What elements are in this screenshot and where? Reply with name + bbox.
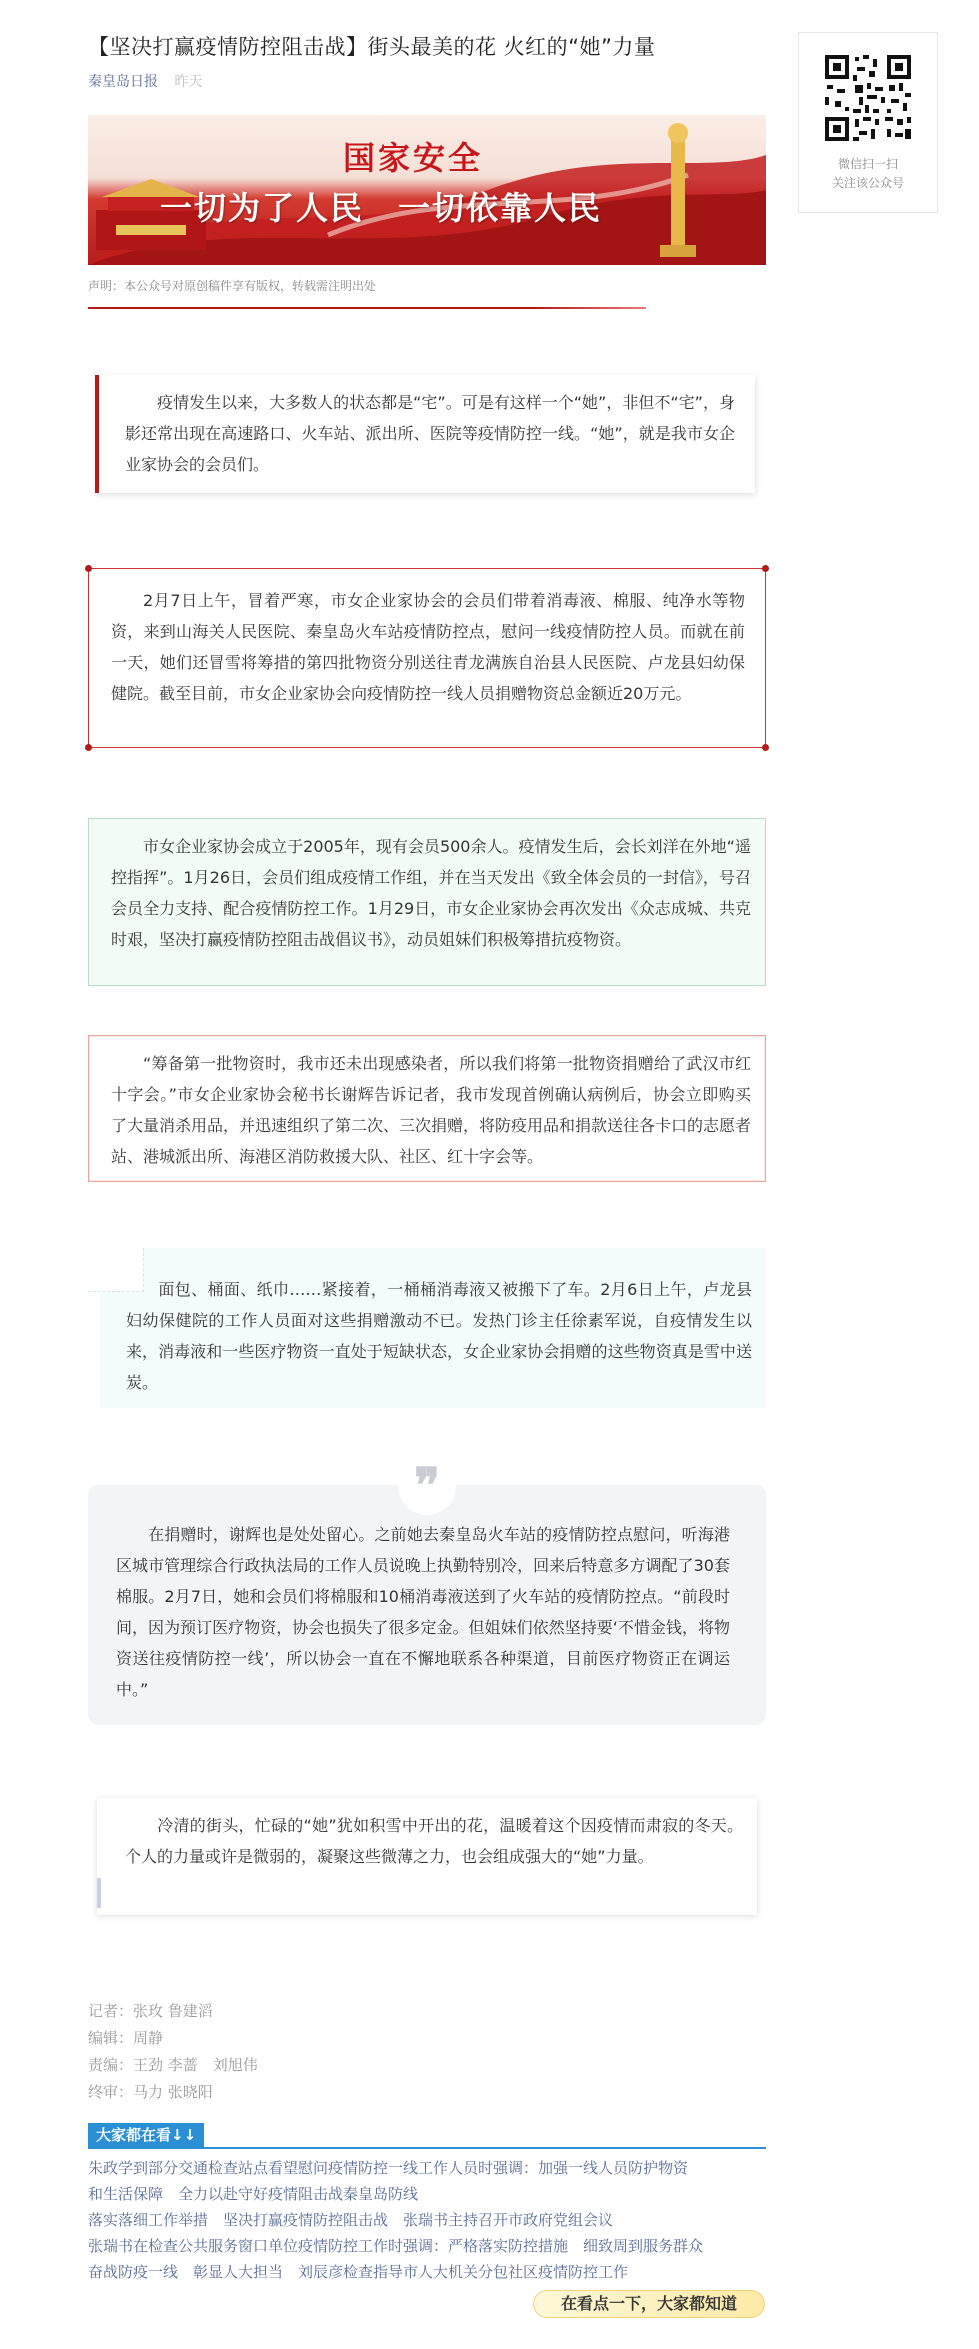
corner-dot (762, 744, 769, 751)
article-meta (88, 71, 766, 93)
intro-paragraph-box (95, 375, 755, 493)
related-links (88, 2155, 766, 2285)
copyright-statement: 声明：本公众号对原创稿件享有版权，转载需注明出处 (88, 279, 377, 293)
paragraph-7 (125, 1810, 743, 1872)
related-heading: 大家都在看↓↓ (88, 2123, 204, 2147)
paragraph-6-text: 在捐赠时，谢辉也是处处留心。之前她去秦皇岛火车站的疫情防控点慰问，听海港区城市管理综合行政执法局的工作人员说晚上执勤特别冷，回来后特意多方调配了30套棉服。2月7日，她和会员们将棉服和10桶消毒液送到了火车站的疫情防控点。“前段时间，因为预订医疗物资，协会也损失了很多定金。但姐妹们依然坚持要‘不惜金钱，将物资送往疫情防控一线’，所以协会一直在不懈地联系各种渠道，目前医疗物资正在调运中。” (116, 1525, 730, 1699)
related-link[interactable]: 奋战防疫一线 彰显人大担当 刘辰彦检查指导市人大机关分包社区疫情防控工作 (88, 2263, 629, 2281)
paragraph-3 (111, 831, 751, 955)
banner-title: 国家安全 (343, 139, 484, 177)
corner-dot (762, 565, 769, 572)
credit-editor: 编辑：周静 (88, 2029, 164, 2047)
banner-slogan: 一切为了人民 一切依靠人民 (160, 189, 603, 227)
related-link[interactable]: 落实落细工作举措 坚决打赢疫情防控阻击战 张瑞书主持召开市政府党组会议 (88, 2211, 614, 2229)
corner-dot (85, 744, 92, 751)
look-button[interactable]: 在看点一下，大家都知道 (533, 2290, 765, 2318)
paragraph-2 (111, 585, 745, 709)
closing-paragraph-box (97, 1798, 757, 1915)
paragraph-4-text: “筹备第一批物资时，我市还未出现感染者，所以我们将第一批物资捐赠给了武汉市红十字会。”市女企业家协会秘书长谢辉告诉记者，我市发现首例确认病例后，协会立即购买了大量消杀用品，并迅速组织了第二次、三次捐赠，将防疫用品和捐款送往各卡口的志愿者站、港城派出所、海港区消防救援大队、社区、红十字会等。 (111, 1054, 752, 1166)
related-link[interactable]: 朱政学到部分交通检查站点看望慰问疫情防控一线工作人员时强调：加强一线人员防护物资 (88, 2159, 689, 2177)
article (88, 30, 766, 309)
banner-image (88, 115, 766, 265)
source-link[interactable]: 秦皇岛日报 (88, 74, 158, 90)
red-divider (88, 307, 646, 309)
association-paragraph-box (88, 818, 766, 986)
credit-reporter: 记者：张玫 鲁建滔 (88, 2002, 213, 2020)
paragraph-5-text: 面包、桶面、纸巾……紧接着，一桶桶消毒液又被搬下了车。2月6日上午，卢龙县妇幼保健院的工作人员面对这些捐赠激动不已。发热门诊主任徐素军说，自疫情发生以来，消毒液和一些医疗物资一直处于短缺状态，女企业家协会捐赠的这些物资真是雪中送炭。 (126, 1280, 752, 1392)
related-link[interactable]: 和生活保障 全力以赴守好疫情阻击战秦皇岛防线 (88, 2185, 419, 2203)
paragraph-7-text: 冷清的街头，忙碌的“她”犹如积雪中开出的花，温暖着这个因疫情而肃寂的冬天。个人的力量或许是微弱的，凝聚这些微薄之力，也会组成强大的“她”力量。 (125, 1816, 743, 1866)
box-corner-decoration (88, 1248, 144, 1292)
delivery-paragraph-box (100, 1248, 766, 1408)
qr-card (798, 32, 938, 213)
corner-dot (85, 565, 92, 572)
credit-final-review: 终审：马力 张晓阳 (88, 2083, 213, 2101)
quote-paragraph-box (88, 1035, 766, 1182)
related-articles (88, 2123, 766, 2285)
qr-caption (799, 155, 937, 193)
care-paragraph-box (88, 1485, 766, 1725)
credit-duty-editor: 责编：王劲 李蔷 刘旭伟 (88, 2056, 258, 2074)
accent-bar (97, 1878, 101, 1908)
related-header (88, 2123, 766, 2149)
quote-mark-icon: ❞ (398, 1457, 456, 1515)
paragraph-2-text: 2月7日上午，冒着严寒，市女企业家协会的会员们带着消毒液、棉服、纯净水等物资，来到山海关人民医院、秦皇岛火车站疫情防控点，慰问一线疫情防控人员。而就在前一天，她们还冒雪将筹措的第四批物资分别送往青龙满族自治县人民医院、卢龙县妇幼保健院。截至目前，市女企业家协会向疫情防控一线人员捐赠物资总金额近20万元。 (111, 591, 745, 703)
paragraph-3-text: 市女企业家协会成立于2005年，现有会员500余人。疫情发生后，会长刘洋在外地“遥控指挥”。1月26日，会员们组成疫情工作组，并在当天发出《致全体会员的一封信》，号召会员全力支持、配合疫情防控工作。1月29日，市女企业家协会再次发出《众志成城、共克时艰，坚决打赢疫情防控阻击战倡议书》，动员姐妹们积极筹措抗疫物资。 (111, 837, 751, 949)
paragraph-5 (126, 1274, 752, 1398)
paragraph-1 (125, 387, 735, 480)
credits (88, 1998, 258, 2106)
paragraph-1-text: 疫情发生以来，大多数人的状态都是“宅”。可是有这样一个“她”，非但不“宅”，身影还常出现在高速路口、火车站、派出所、医院等疫情防控一线。“她”，就是我市女企业家协会的会员们。 (125, 393, 735, 474)
publish-date: 昨天 (174, 74, 203, 90)
related-link[interactable]: 张瑞书在检查公共服务窗口单位疫情防控工作时强调：严格落实防控措施 细致周到服务群众 (88, 2237, 704, 2255)
donation-paragraph-box (88, 568, 766, 748)
article-title: 【坚决打赢疫情防控阻击战】街头最美的花 火红的“她”力量 (88, 35, 656, 59)
paragraph-4 (111, 1048, 751, 1172)
paragraph-6 (116, 1519, 730, 1705)
qr-caption-line1: 微信扫一扫 (837, 157, 898, 171)
qr-code-icon (823, 53, 913, 143)
qr-caption-line2: 关注该公众号 (831, 176, 904, 190)
